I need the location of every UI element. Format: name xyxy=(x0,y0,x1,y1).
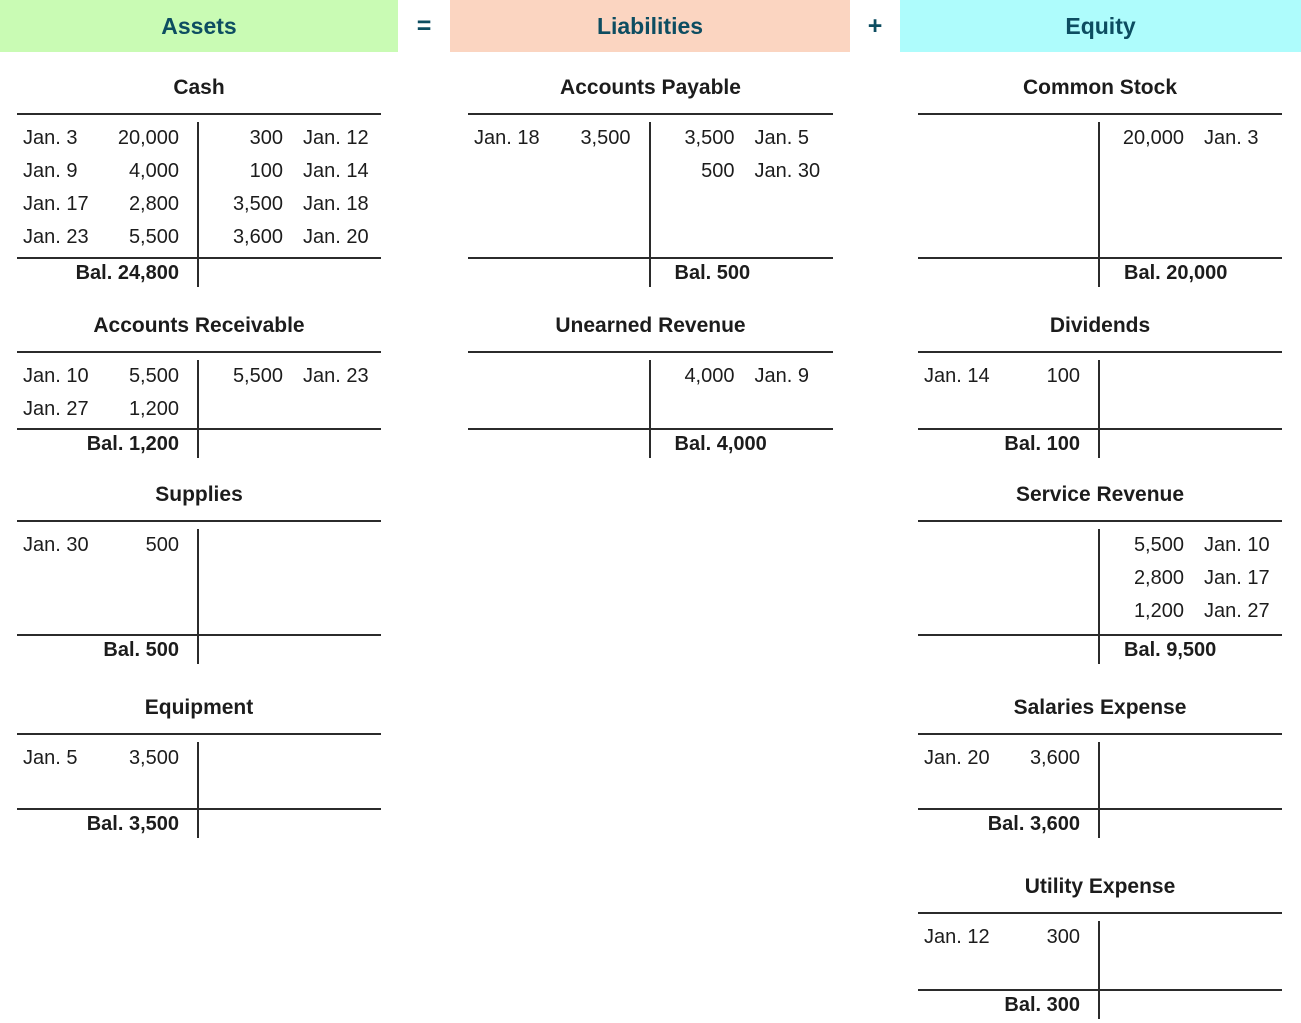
t-account-body xyxy=(918,733,1282,808)
credit-side xyxy=(1100,122,1282,257)
balance-left-cell xyxy=(918,430,1100,458)
entry-date: Jan. 5 xyxy=(23,747,78,769)
balance-label: Bal. 500 xyxy=(103,639,179,661)
t-account-body xyxy=(918,351,1282,428)
entry-amount: 3,500 xyxy=(232,193,283,215)
entry-row xyxy=(657,122,832,155)
entry-amount: 500 xyxy=(145,534,179,556)
t-account-body xyxy=(17,351,381,428)
balance-row xyxy=(468,257,833,287)
entry-date: Jan. 9 xyxy=(23,160,78,182)
t-account-body xyxy=(17,113,381,257)
balance-label: Bal. 100 xyxy=(1004,433,1080,455)
debit-side xyxy=(468,122,651,257)
balance-left-cell xyxy=(918,259,1100,287)
entry-amount: 500 xyxy=(701,160,735,182)
balance-label: Bal. 500 xyxy=(674,262,751,284)
balance-left-cell xyxy=(918,810,1100,838)
balance-left-cell xyxy=(918,636,1100,664)
entry-row xyxy=(23,393,179,426)
t-account-body xyxy=(468,351,833,428)
taccount-supplies xyxy=(17,482,381,664)
entry-date: Jan. 12 xyxy=(924,926,990,948)
debit-side xyxy=(17,529,199,634)
equity-header: Equity xyxy=(900,0,1301,52)
entry-amount: 5,500 xyxy=(232,365,283,387)
credit-side xyxy=(651,122,834,257)
entry-amount: 20,000 xyxy=(117,127,179,149)
entry-amount: 300 xyxy=(249,127,283,149)
assets-header: Assets xyxy=(0,0,398,52)
entry-row xyxy=(23,742,179,775)
credit-side xyxy=(199,122,381,257)
balance-label: Bal. 1,200 xyxy=(86,433,179,455)
taccount-accounts-receivable xyxy=(17,313,381,458)
accounting-equation-header xyxy=(0,0,1301,52)
entry-date: Jan. 18 xyxy=(303,193,369,215)
credit-side xyxy=(199,360,381,428)
debit-side xyxy=(918,742,1100,808)
entry-amount: 3,600 xyxy=(1029,747,1080,769)
taccount-salaries-expense xyxy=(918,695,1282,838)
account-title: Cash xyxy=(173,76,225,99)
debit-side xyxy=(17,360,199,428)
balance-right-cell xyxy=(199,636,381,664)
entry-amount: 3,500 xyxy=(580,127,631,149)
entry-amount: 4,000 xyxy=(128,160,179,182)
balance-label: Bal. 4,000 xyxy=(674,433,767,455)
account-title: Salaries Expense xyxy=(1013,696,1187,719)
entry-row xyxy=(474,122,631,155)
entry-row xyxy=(23,360,179,393)
taccount-utility-expense xyxy=(918,874,1282,1019)
credit-side xyxy=(199,742,381,808)
entry-amount: 3,500 xyxy=(128,747,179,769)
balance-row xyxy=(468,428,833,458)
liabilities-column xyxy=(450,75,850,482)
entry-amount: 5,500 xyxy=(1133,534,1184,556)
account-title: Supplies xyxy=(155,483,243,506)
entry-amount: 100 xyxy=(249,160,283,182)
balance-right-cell xyxy=(651,430,834,458)
balance-left-cell xyxy=(17,810,199,838)
entry-amount: 5,500 xyxy=(128,365,179,387)
balance-right-cell xyxy=(199,810,381,838)
entry-date: Jan. 14 xyxy=(924,365,990,387)
balance-left-cell xyxy=(17,259,199,287)
balance-row xyxy=(918,808,1282,838)
entry-date: Jan. 20 xyxy=(924,747,990,769)
credit-side xyxy=(1100,921,1282,989)
liabilities-header: Liabilities xyxy=(450,0,850,52)
entry-date: Jan. 27 xyxy=(23,398,89,420)
entry-amount: 300 xyxy=(1046,926,1080,948)
t-account-body xyxy=(918,520,1282,634)
balance-right-cell xyxy=(1100,430,1282,458)
t-account-body xyxy=(918,113,1282,257)
t-account-body xyxy=(17,520,381,634)
entry-amount: 2,800 xyxy=(128,193,179,215)
credit-side xyxy=(1100,529,1282,634)
entry-amount: 1,200 xyxy=(128,398,179,420)
entry-date: Jan. 17 xyxy=(23,193,89,215)
balance-left-cell xyxy=(17,636,199,664)
account-title: Unearned Revenue xyxy=(555,314,746,337)
balance-row xyxy=(17,808,381,838)
balance-label: Bal. 300 xyxy=(1004,994,1080,1016)
t-account-body xyxy=(918,912,1282,989)
debit-side xyxy=(17,742,199,808)
entry-date: Jan. 18 xyxy=(474,127,540,149)
entry-row xyxy=(205,122,379,155)
debit-side xyxy=(918,529,1100,634)
entry-row xyxy=(23,221,179,254)
entry-amount: 100 xyxy=(1046,365,1080,387)
balance-right-cell xyxy=(1100,259,1282,287)
entry-date: Jan. 23 xyxy=(23,226,89,248)
debit-side xyxy=(17,122,199,257)
entry-row xyxy=(205,221,379,254)
taccount-cash xyxy=(17,75,381,287)
balance-right-cell xyxy=(199,259,381,287)
t-account-body xyxy=(468,113,833,257)
entry-date: Jan. 3 xyxy=(23,127,78,149)
credit-side xyxy=(199,529,381,634)
taccount-equipment xyxy=(17,695,381,838)
entry-amount: 3,600 xyxy=(232,226,283,248)
equals-sign: = xyxy=(416,11,432,40)
account-title: Accounts Payable xyxy=(560,76,741,99)
balance-label: Bal. 9,500 xyxy=(1124,639,1217,661)
entry-amount: 4,000 xyxy=(684,365,735,387)
entry-date: Jan. 17 xyxy=(1204,567,1270,589)
entry-date: Jan. 30 xyxy=(23,534,89,556)
balance-right-cell xyxy=(651,259,834,287)
taccount-common-stock xyxy=(918,75,1282,287)
balance-right-cell xyxy=(199,430,381,458)
entry-date: Jan. 5 xyxy=(754,127,809,149)
entry-row xyxy=(205,155,379,188)
equity-column xyxy=(900,75,1301,1019)
entry-row xyxy=(23,122,179,155)
account-title: Service Revenue xyxy=(1015,483,1185,506)
balance-left-cell xyxy=(918,991,1100,1019)
balance-label: Bal. 3,500 xyxy=(86,813,179,835)
balance-row xyxy=(918,428,1282,458)
debit-side xyxy=(918,360,1100,428)
balance-row xyxy=(918,634,1282,664)
balance-left-cell xyxy=(468,430,651,458)
entry-row xyxy=(23,155,179,188)
balance-label: Bal. 20,000 xyxy=(1124,262,1228,284)
balance-right-cell xyxy=(1100,810,1282,838)
t-account-columns xyxy=(0,75,1301,1019)
debit-side xyxy=(918,122,1100,257)
debit-side xyxy=(468,360,651,428)
balance-label: Bal. 3,600 xyxy=(987,813,1080,835)
taccount-service-revenue xyxy=(918,482,1282,664)
account-title: Common Stock xyxy=(1022,76,1177,99)
entry-amount: 1,200 xyxy=(1133,600,1184,622)
balance-label: Bal. 24,800 xyxy=(75,262,179,284)
balance-row xyxy=(17,428,381,458)
plus-sign: + xyxy=(867,11,883,40)
balance-right-cell xyxy=(1100,991,1282,1019)
balance-left-cell xyxy=(17,430,199,458)
balance-row xyxy=(17,634,381,664)
entry-row xyxy=(1106,529,1280,562)
entry-amount: 2,800 xyxy=(1133,567,1184,589)
credit-side xyxy=(1100,360,1282,428)
entry-row xyxy=(23,529,179,562)
balance-row xyxy=(918,257,1282,287)
entry-row xyxy=(924,742,1080,775)
credit-side xyxy=(1100,742,1282,808)
entry-amount: 5,500 xyxy=(128,226,179,248)
credit-side xyxy=(651,360,834,428)
assets-column xyxy=(0,75,398,874)
entry-row xyxy=(23,188,179,221)
entry-row xyxy=(924,360,1080,393)
entry-amount: 3,500 xyxy=(684,127,735,149)
entry-row xyxy=(1106,595,1280,628)
account-title: Dividends xyxy=(1049,314,1151,337)
debit-side xyxy=(918,921,1100,989)
entry-row xyxy=(1106,122,1280,155)
balance-row xyxy=(17,257,381,287)
entry-row xyxy=(657,155,832,188)
entry-row xyxy=(924,921,1080,954)
entry-date: Jan. 9 xyxy=(754,365,809,387)
entry-row xyxy=(1106,562,1280,595)
balance-right-cell xyxy=(1100,636,1282,664)
taccount-accounts-payable xyxy=(468,75,833,287)
balance-row xyxy=(918,989,1282,1019)
entry-row xyxy=(657,360,832,393)
taccount-dividends xyxy=(918,313,1282,458)
account-title: Utility Expense xyxy=(1024,875,1176,898)
t-account-body xyxy=(17,733,381,808)
entry-date: Jan. 3 xyxy=(1204,127,1259,149)
entry-date: Jan. 27 xyxy=(1204,600,1270,622)
entry-date: Jan. 12 xyxy=(303,127,369,149)
entry-row xyxy=(205,188,379,221)
entry-date: Jan. 10 xyxy=(23,365,89,387)
account-title: Equipment xyxy=(144,696,254,719)
entry-date: Jan. 23 xyxy=(303,365,369,387)
entry-date: Jan. 14 xyxy=(303,160,369,182)
taccount-unearned-revenue xyxy=(468,313,833,458)
entry-amount: 20,000 xyxy=(1122,127,1184,149)
entry-date: Jan. 10 xyxy=(1204,534,1270,556)
entry-date: Jan. 20 xyxy=(303,226,369,248)
balance-left-cell xyxy=(468,259,651,287)
account-title: Accounts Receivable xyxy=(93,314,305,337)
entry-date: Jan. 30 xyxy=(754,160,821,182)
entry-row xyxy=(205,360,379,393)
